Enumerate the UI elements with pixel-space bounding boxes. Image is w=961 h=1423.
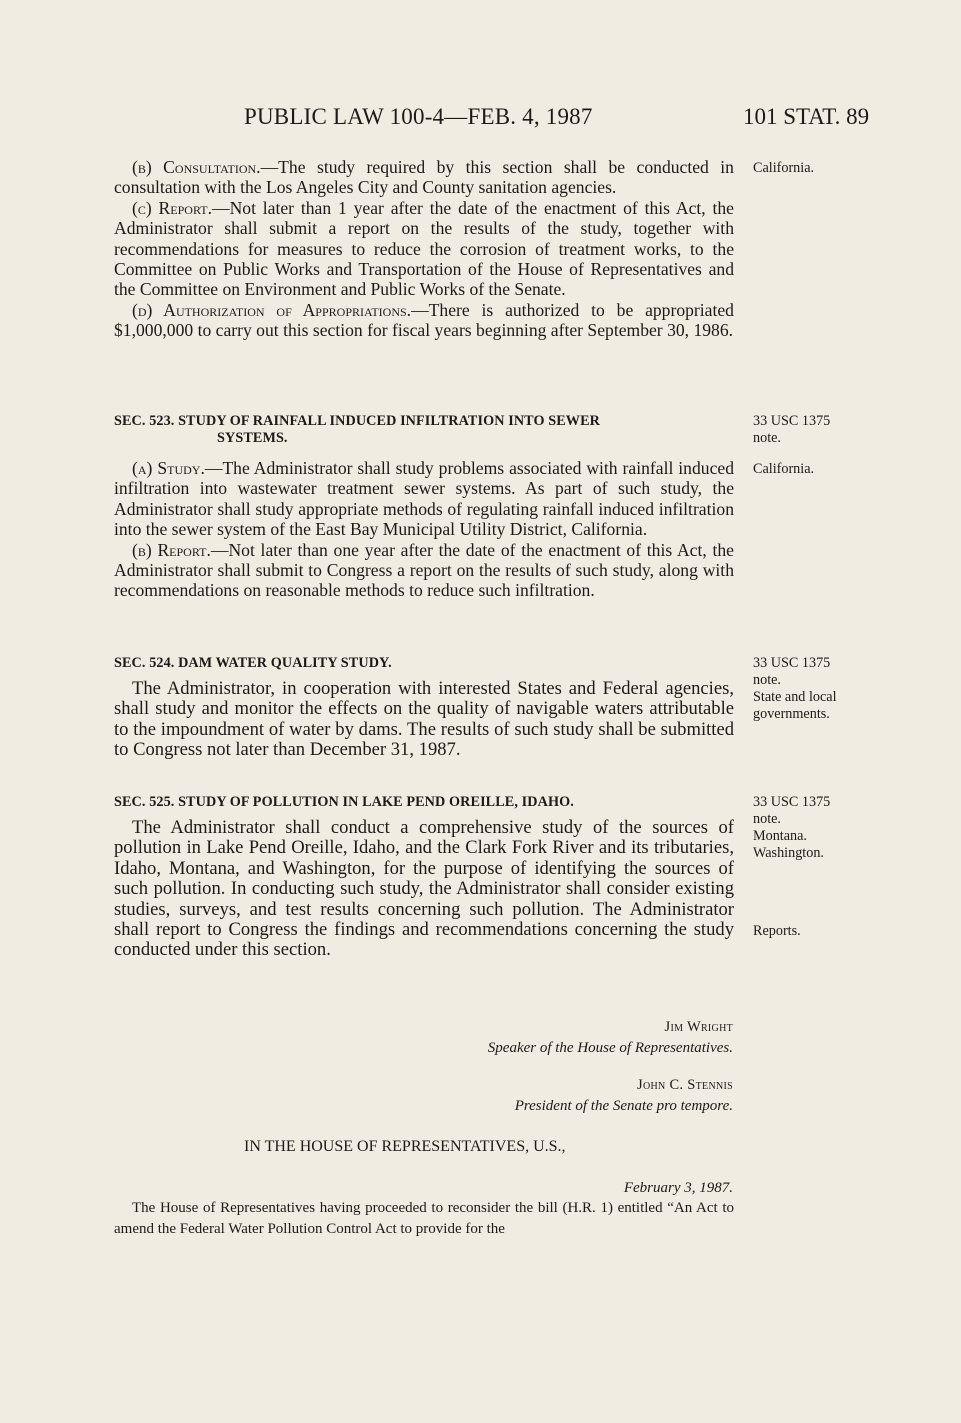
paragraph-authorization <box>114 300 734 341</box>
report-text: —Not later than 1 year after the date of the enactment of this Act, the Administrator shall submit a report on the results of the study, together with recommendations for measures to reduce the corrosion of treatment works, to the Committee on Public Works and Transportation of the House of Representatives and the Committee on Environment and Public Works of the Senate. <box>114 197 734 300</box>
paragraph-study <box>114 458 734 540</box>
authorization-text: —There is authorized to be appropriated $1,000,000 to carry out this section for fiscal years beginning after September 30, 1986. <box>114 299 734 341</box>
signature-speaker <box>488 1017 733 1059</box>
margin-note-usc-523 <box>753 413 873 447</box>
margin-note-usc-523-cite: 33 USC 1375 <box>753 413 831 429</box>
paragraph-523-report <box>114 540 734 601</box>
section-524-text: The Administrator, in cooperation with interested States and Federal agencies, shall study and monitor the effects on the quality of navigable waters attributable to the impoundment of water by dams. The results of such study shall be submitted to Congress not later than December 31, 1987. <box>114 678 734 761</box>
consultation-label: (b) Consultation. <box>132 157 261 177</box>
section-523-heading-line1: SEC. 523. STUDY OF RAINFALL INDUCED INFILTRATION INTO SEWER <box>114 413 600 429</box>
section-523-heading-line2: SYSTEMS. <box>217 430 288 446</box>
section-523-body <box>114 458 734 601</box>
margin-note-usc-525-note: note. <box>753 811 781 827</box>
house-attestation-line: IN THE HOUSE OF REPRESENTATIVES, U.S., <box>244 1138 566 1155</box>
margin-note-montana: Montana. <box>753 828 807 844</box>
margin-note-usc-524 <box>753 655 873 723</box>
section-525-body <box>114 818 734 961</box>
running-header-title: PUBLIC LAW 100-4—FEB. 4, 1987 <box>244 104 593 129</box>
final-paragraph <box>114 1198 734 1239</box>
section-523-heading <box>114 413 734 447</box>
margin-note-usc-523-note: note. <box>753 430 781 446</box>
bleed-through-texture <box>530 1125 730 1185</box>
section-524-heading: SEC. 524. DAM WATER QUALITY STUDY. <box>114 655 392 671</box>
president-title: President of the Senate pro tempore. <box>514 1098 733 1114</box>
margin-note-california-1: California. <box>753 160 815 176</box>
study-text: —The Administrator shall study problems associated with rainfall induced infiltration into wastewater treatment sewer systems. As part of such study, the Administrator shall study appropriate methods of regulating rainfall induced infiltration into the sewer system of the East Bay Municipal Utility District, California. <box>114 458 734 540</box>
signature-president <box>515 1075 733 1117</box>
523-report-text: —Not later than one year after the date of the enactment of this Act, the Administrator shall submit to Congress a report on the results of such study, along with recommendations on reasonable methods to reduce such infiltration. <box>114 539 734 601</box>
margin-note-state-local: State and local governments. <box>753 689 837 722</box>
paragraph-consultation <box>114 157 734 198</box>
study-label: (a) Study. <box>132 458 205 478</box>
section-524-body <box>114 679 734 761</box>
running-header-page: 101 STAT. 89 <box>743 104 870 129</box>
523-report-label: (b) Report. <box>132 539 211 560</box>
margin-note-usc-525 <box>753 794 873 862</box>
margin-note-washington: Washington. <box>753 845 824 861</box>
attestation-date: February 3, 1987. <box>623 1180 733 1196</box>
section-525-text: The Administrator shall conduct a comprehensive study of the sources of pollution in Lake Pend Oreille, Idaho, and the Clark Fork River and its tributaries, Idaho, Montana, and Washington, for the purpose of identifying the sources of such pollution. In conducting such study, the Administrator shall consider existing studies, surveys, and test results concerning such pollution. The Administrator shall report to Congress the findings and recommendations concerning the study conducted under this section. <box>114 817 734 961</box>
margin-note-california-2: California. <box>753 461 815 477</box>
consultation-text: —The study required by this section shall be conducted in consultation with the Los Angeles City and County sanitation agencies. <box>114 157 734 198</box>
speaker-name: Jim Wright <box>664 1019 733 1035</box>
speaker-title: Speaker of the House of Representatives. <box>487 1040 733 1056</box>
section-522-continued <box>114 157 734 341</box>
margin-note-usc-524-note: note. <box>753 672 781 688</box>
margin-note-usc-524-cite: 33 USC 1375 <box>753 655 831 671</box>
authorization-label: (d) Authorization of Appropriations. <box>132 299 412 320</box>
president-name: John C. Stennis <box>637 1077 733 1093</box>
section-525-heading: SEC. 525. STUDY OF POLLUTION IN LAKE PEND OREILLE, IDAHO. <box>114 794 574 810</box>
paragraph-report <box>114 198 734 300</box>
margin-note-reports: Reports. <box>753 923 801 939</box>
margin-note-usc-525-cite: 33 USC 1375 <box>753 794 831 810</box>
report-label: (c) Report. <box>132 197 212 218</box>
final-text: The House of Representatives having proceeded to reconsider the bill (H.R. 1) entitled “An Act to amend the Federal Water Pollution Control Act to provide for the <box>114 1200 734 1237</box>
